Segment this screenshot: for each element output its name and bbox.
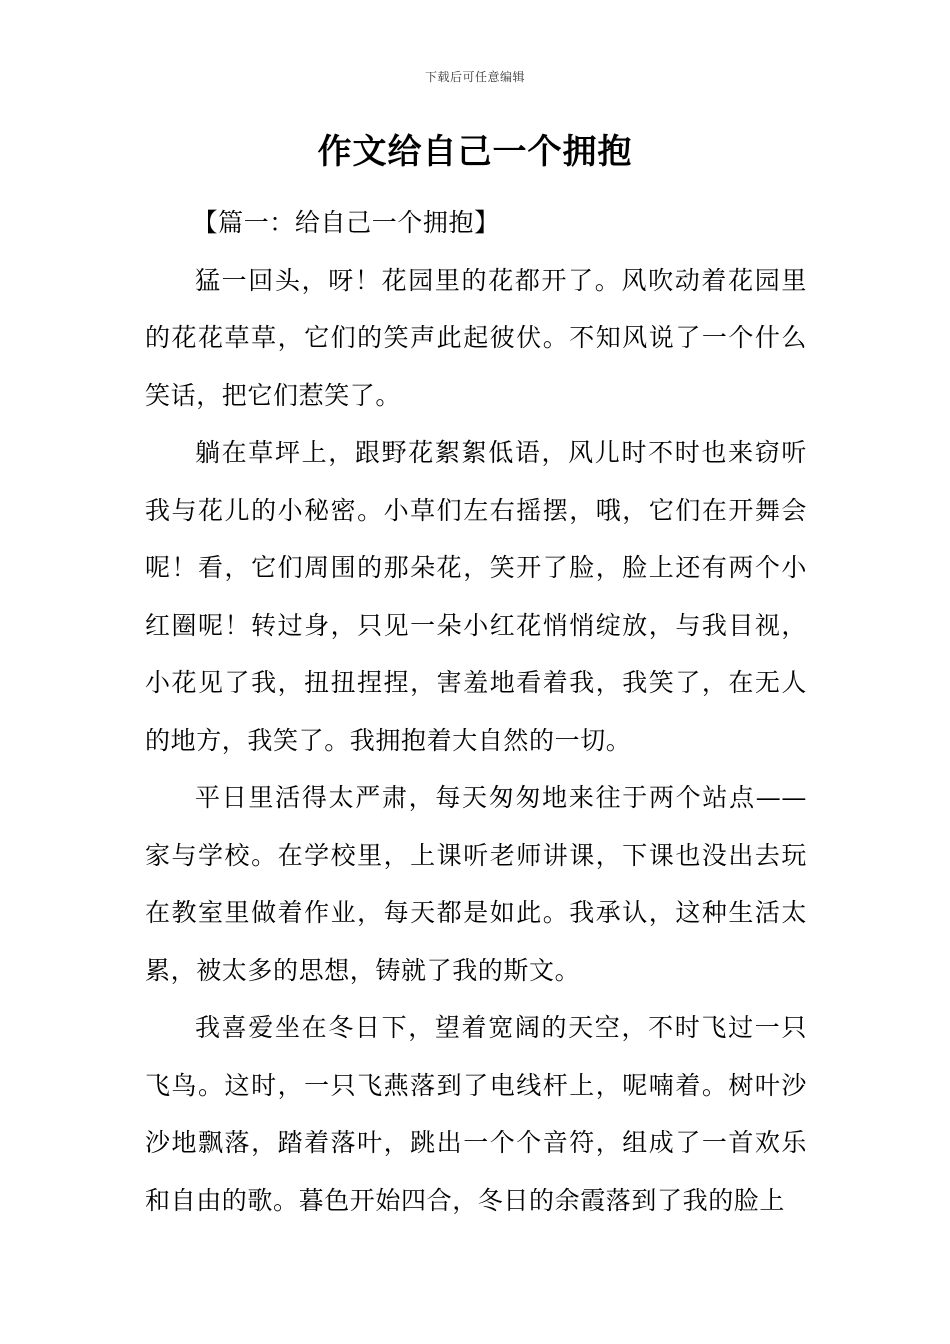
document-title: 作文给自己一个拥抱 [317,132,633,172]
section-heading: 【篇一：给自己一个拥抱】 [192,208,500,237]
paragraph-4: 我喜爱坐在冬日下，望着宽阔的天空，不时飞过一只飞鸟。这时，一只飞燕落到了电线杆上，呢喃着。树叶沙沙地飘落，踏着落叶，跳出一个个音符，组成了一首欢乐和自由的歌。暮色开始四合，冬日的余霞落到了我的脸上 [145,1013,807,1215]
paragraph-3: 平日里活得太严肃，每天匆匆地来往于两个站点——家与学校。在学校里，上课听老师讲课，下课也没出去玩在教室里做着作业，每天都是如此。我承认，这种生活太累，被太多的思想，铸就了我的斯文。 [145,783,807,985]
paragraph-2: 躺在草坪上，跟野花絮絮低语，风儿时不时也来窃听我与花儿的小秘密。小草们左右摇摆，哦，它们在开舞会呢！看，它们周围的那朵花，笑开了脸，脸上还有两个小红圈呢！转过身，只见一朵小红花悄悄绽放，与我目视，小花见了我，扭扭捏捏，害羞地看着我，我笑了，在无人的地方，我笑了。我拥抱着大自然的一切。 [145,438,807,755]
header-note: 下载后可任意编辑 [424,70,525,84]
paragraph-1: 猛一回头，呀！花园里的花都开了。风吹动着花园里的花花草草，它们的笑声此起彼伏。不知风说了一个什么笑话，把它们惹笑了。 [145,265,807,410]
document-body [145,194,807,1229]
